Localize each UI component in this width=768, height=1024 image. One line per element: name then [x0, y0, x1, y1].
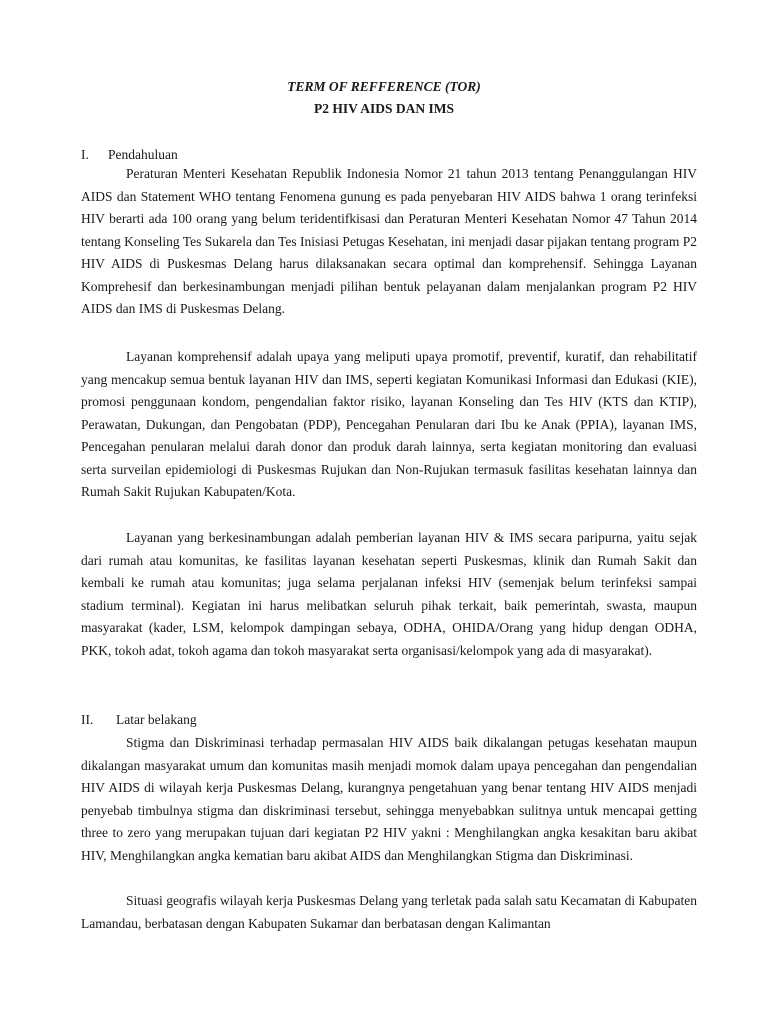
section-number: II.	[81, 712, 94, 727]
paragraph-layanan-komprehensif: Layanan komprehensif adalah upaya yang meliputi upaya promotif, preventif, kuratif, dan rehabilitatif yang mencakup semua bentuk layanan HIV dan IMS, seperti kegiatan Komunikasi Informasi dan Edukasi (KIE), promosi penggunaan kondom, pengendalian faktor risiko, layanan Konseling dan Tes HIV (KTS dan KTIP), Perawatan, Dukungan, dan Pengobatan (PDP), Pencegahan Penularan dari Ibu ke Anak (PPIA), layanan IMS, Pencegahan penularan melalui darah donor dan produk darah lainnya, serta kegiatan monitoring dan evaluasi serta surveilan epidemiologi di Puskesmas Rujukan dan Non-Rujukan termasuk fasilitas kesehatan lainnya dan Rumah Sakit Rujukan Kabupaten/Kota.	[81, 349, 697, 499]
section-title: Pendahuluan	[108, 147, 178, 162]
section-title: Latar belakang	[116, 712, 197, 727]
document-title: TERM OF REFFERENCE (TOR)	[287, 79, 481, 94]
section-heading-pendahuluan	[81, 147, 178, 163]
section-number: I.	[81, 147, 89, 162]
paragraph-situasi-geografis: Situasi geografis wilayah kerja Puskesmas Delang yang terletak pada salah satu Kecamatan di Kabupaten Lamandau, berbatasan dengan Kabupaten Sukamar dan berbatasan dengan Kalimantan	[81, 893, 697, 931]
section-heading-latar-belakang	[81, 712, 197, 728]
paragraph-peraturan: Peraturan Menteri Kesehatan Republik Indonesia Nomor 21 tahun 2013 tentang Penanggulangan HIV AIDS dan Statement WHO tentang Fenomena gunung es pada penyebaran HIV AIDS bahwa 1 orang terinfeksi HIV berarti ada 100 orang yang belum teridentifkisasi dan Peraturan Menteri Kesehatan Nomor 47 Tahun 2014 tentang Konseling Tes Sukarela dan Tes Inisiasi Petugas Kesehatan, ini menjadi dasar pijakan tentang program P2 HIV AIDS di Puskesmas Delang harus dilaksanakan secara optimal dan komprehensif. Sehingga Layanan Komprehesif dan berkesinambungan menjadi pilihan bentuk pelayanan dalam menjalankan program P2 HIV AIDS dan IMS di Puskesmas Delang.	[81, 166, 697, 316]
paragraph-stigma: Stigma dan Diskriminasi terhadap permasalan HIV AIDS baik dikalangan petugas kesehatan maupun dikalangan masyarakat umum dan komunitas masih menjadi momok dalam upaya pencegahan dan pengendalian HIV AIDS di wilayah kerja Puskesmas Delang, kurangnya pengetahuan yang benar tentang HIV AIDS menjadi penyebab timbulnya stigma dan diskriminasi tersebut, sehingga menyebabkan sulitnya untuk mencapai getting three to zero yang merupakan tujuan dari kegiatan P2 HIV yakni : Menghilangkan angka kesakitan baru akibat HIV, Menghilangkan angka kematian baru akibat AIDS dan Menghilangkan Stigma dan Diskriminasi.	[81, 735, 697, 863]
paragraph-layanan-berkesinambungan: Layanan yang berkesinambungan adalah pemberian layanan HIV & IMS secara paripurna, yaitu sejak dari rumah atau komunitas, ke fasilitas layanan kesehatan seperti Puskesmas, klinik dan Rumah Sakit dan kembali ke rumah atau komunitas; juga selama perjalanan infeksi HIV (semenjak belum terinfeksi sampai stadium terminal). Kegiatan ini harus melibatkan seluruh pihak terkait, baik pemerintah, swasta, maupun masyarakat (kader, LSM, kelompok dampingan sebaya, ODHA, OHIDA/Orang yang hidup dengan ODHA, PKK, tokoh adat, tokoh agama dan tokoh masyarakat serta organisasi/kelompok yang ada di masyarakat).	[81, 530, 697, 658]
document-subtitle: P2 HIV AIDS DAN IMS	[313, 101, 455, 116]
